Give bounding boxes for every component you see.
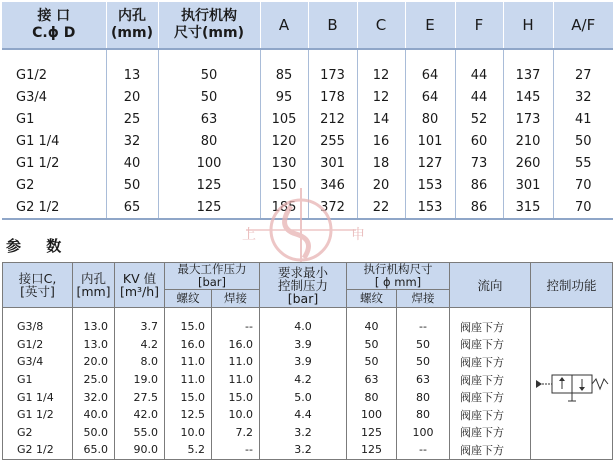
parameter-cell: -- [397, 308, 450, 336]
dimension-cell: 178 [308, 86, 357, 108]
param-header-bore-line1: 内孔 [80, 271, 106, 286]
param-header-flow: 流向 [450, 263, 531, 308]
param-header-kv-line1: KV 值 [122, 271, 157, 286]
dimension-row [2, 130, 613, 152]
header-port-line2: C.ϕ D [32, 25, 76, 41]
parameter-cell: 12.5 [165, 406, 212, 424]
header-af: A/F [553, 2, 613, 49]
parameter-cell: 16.0 [212, 336, 260, 354]
dimension-cell: 80 [405, 108, 455, 130]
parameter-cell: 20.0 [73, 353, 115, 371]
dimension-row [2, 86, 613, 108]
parameter-table [2, 262, 613, 460]
watermark-right-char: 申 [351, 227, 365, 243]
parameter-cell: 4.2 [260, 371, 347, 389]
dimension-cell: 63 [158, 108, 260, 130]
header-actuator [158, 2, 260, 49]
dimension-cell: 260 [503, 152, 553, 174]
header-bore-line2: (mm) [111, 25, 153, 41]
header-h: H [503, 2, 553, 49]
parameter-cell: 4.2 [115, 336, 165, 354]
parameter-flow-cell: 阀座下方 [450, 388, 531, 406]
parameter-cell: 16.0 [165, 336, 212, 354]
dimension-cell: 85 [260, 49, 308, 86]
parameter-row [3, 336, 613, 354]
parameter-cell: 80 [397, 406, 450, 424]
header-actuator-line2: 尺寸(mm) [174, 25, 244, 41]
dimension-cell: 16 [357, 130, 405, 152]
param-header-min-control [260, 263, 347, 308]
dimension-cell: 64 [405, 86, 455, 108]
header-port-line1: 接 口 [37, 8, 71, 24]
dimension-cell: 52 [455, 108, 503, 130]
dimension-port-cell: G1/2 [2, 49, 106, 86]
param-header-max-pressure [165, 263, 260, 290]
parameter-cell: -- [212, 441, 260, 459]
dimension-cell: 20 [357, 174, 405, 196]
dimension-cell: 18 [357, 152, 405, 174]
dimension-cell: 130 [260, 152, 308, 174]
param-header-actuator [347, 263, 450, 290]
parameter-cell: 80 [347, 388, 397, 406]
dimension-cell: 101 [405, 130, 455, 152]
parameter-flow-cell: 阀座下方 [450, 424, 531, 442]
param-header-act-weld: 焊接 [397, 290, 450, 308]
dimension-cell: 301 [503, 174, 553, 196]
parameter-cell: 11.0 [212, 353, 260, 371]
dimension-port-cell: G2 1/2 [2, 196, 106, 219]
parameter-cell: 50 [397, 336, 450, 354]
dimension-cell: 86 [455, 174, 503, 196]
dimension-cell: 120 [260, 130, 308, 152]
parameter-cell: -- [397, 441, 450, 459]
header-actuator-line1: 执行机构 [181, 8, 237, 24]
param-header-bore [73, 263, 115, 308]
param-header-port-line1: 接口C, [18, 271, 57, 286]
dimension-port-cell: G1 1/2 [2, 152, 106, 174]
dimension-cell: 346 [308, 174, 357, 196]
dimension-cell: 153 [405, 196, 455, 219]
parameter-port-cell: G2 [3, 424, 73, 442]
header-bore [106, 2, 158, 49]
dimension-cell: 50 [158, 86, 260, 108]
parameter-port-cell: G1 [3, 371, 73, 389]
param-header-min-control-line1: 要求最小 [277, 264, 328, 280]
param-header-port [3, 263, 73, 308]
parameter-cell: 3.9 [260, 336, 347, 354]
header-port [2, 2, 106, 49]
parameter-row [3, 353, 613, 371]
parameter-port-cell: G1 1/4 [3, 388, 73, 406]
header-b: B [308, 2, 357, 49]
parameter-cell: 40.0 [73, 406, 115, 424]
dimension-port-cell: G2 [2, 174, 106, 196]
parameter-cell: 50 [347, 353, 397, 371]
dimension-cell: 372 [308, 196, 357, 219]
param-header-actuator-line2: [ ϕ mm] [374, 275, 422, 289]
param-header-thread: 螺纹 [165, 290, 212, 308]
parameter-flow-cell: 阀座下方 [450, 371, 531, 389]
dimension-cell: 32 [106, 130, 158, 152]
dimension-cell: 40 [106, 152, 158, 174]
parameter-cell: 27.5 [115, 388, 165, 406]
dimension-cell: 12 [357, 86, 405, 108]
dimension-cell: 210 [503, 130, 553, 152]
dimension-cell: 27 [574, 67, 592, 83]
parameter-cell: 125 [347, 441, 397, 459]
dimension-cell: 55 [574, 155, 592, 171]
parameter-flow-cell: 阀座下方 [450, 336, 531, 354]
header-bore-line1: 内孔 [118, 8, 146, 24]
dimension-cell: 50 [106, 174, 158, 196]
dimension-cell: 41 [574, 111, 592, 127]
parameter-cell: 55.0 [115, 424, 165, 442]
parameter-port-cell: G2 1/2 [3, 441, 73, 459]
dimension-row [2, 49, 613, 86]
dimension-cell: 137 [503, 49, 553, 86]
dimension-port-cell: G1 [2, 108, 106, 130]
dimension-table [2, 2, 613, 220]
parameter-cell: 3.2 [260, 424, 347, 442]
dimension-cell: 301 [308, 152, 357, 174]
dimension-cell: 64 [405, 49, 455, 86]
parameter-flow-cell: 阀座下方 [450, 308, 531, 336]
dimension-cell: 150 [260, 174, 308, 196]
dimension-cell: 100 [158, 152, 260, 174]
parameter-cell: 15.0 [165, 308, 212, 336]
parameter-cell: 8.0 [115, 353, 165, 371]
dimension-cell: 13 [106, 49, 158, 86]
parameter-row [3, 441, 613, 459]
param-header-min-control-line2: 控制压力 [277, 277, 328, 293]
dimension-row [2, 152, 613, 174]
parameter-cell: 5.0 [260, 388, 347, 406]
dimension-header-row [2, 2, 613, 49]
dimension-row [2, 174, 613, 196]
parameter-cell: 11.0 [165, 371, 212, 389]
param-header-kv-line2: [m³/h] [119, 284, 160, 299]
dimension-cell: 315 [503, 196, 553, 219]
parameter-cell: 125 [347, 424, 397, 442]
parameter-cell: 50.0 [73, 424, 115, 442]
parameter-flow-cell: 阀座下方 [450, 406, 531, 424]
parameter-cell: 42.0 [115, 406, 165, 424]
parameter-flow-cell: 阀座下方 [450, 353, 531, 371]
param-header-port-line2: [英寸] [20, 284, 55, 299]
dimension-cell: 44 [455, 86, 503, 108]
parameter-cell: 3.7 [115, 308, 165, 336]
dimension-table-body [2, 49, 613, 219]
dimension-cell: 14 [357, 108, 405, 130]
parameter-cell: 50 [347, 336, 397, 354]
parameter-cell: 3.2 [260, 441, 347, 459]
parameter-cell: 32.0 [73, 388, 115, 406]
dimension-cell: 153 [405, 174, 455, 196]
parameter-row [3, 308, 613, 336]
parameter-cell: 13.0 [73, 336, 115, 354]
dimension-cell: 173 [503, 108, 553, 130]
dimension-cell: 105 [260, 108, 308, 130]
parameter-cell: 40 [347, 308, 397, 336]
dimension-cell: 173 [308, 49, 357, 86]
parameter-table-body [3, 308, 613, 460]
param-header-actuator-line1: 执行机构尺寸 [363, 262, 433, 276]
parameter-cell: 90.0 [115, 441, 165, 459]
valve-symbol-icon [534, 367, 610, 407]
parameter-cell: 15.0 [212, 388, 260, 406]
dimension-cell: 185 [260, 196, 308, 219]
parameter-cell: 4.4 [260, 406, 347, 424]
dimension-cell: 127 [405, 152, 455, 174]
parameter-port-cell: G3/4 [3, 353, 73, 371]
parameter-row [3, 424, 613, 442]
dimension-cell: 125 [158, 174, 260, 196]
dimension-row [2, 196, 613, 219]
param-header-row-1 [3, 263, 613, 290]
dimension-cell: 212 [308, 108, 357, 130]
parameter-cell: 10.0 [212, 406, 260, 424]
parameter-cell: 7.2 [212, 424, 260, 442]
dimension-row [2, 108, 613, 130]
parameter-cell: 63 [347, 371, 397, 389]
parameter-cell: 15.0 [165, 388, 212, 406]
param-header-kv [115, 263, 165, 308]
dimension-cell: 20 [106, 86, 158, 108]
dimension-cell: 125 [158, 196, 260, 219]
dimension-port-cell: G1 1/4 [2, 130, 106, 152]
parameter-flow-cell: 阀座下方 [450, 441, 531, 459]
parameter-cell: 11.0 [165, 353, 212, 371]
parameter-cell: -- [212, 308, 260, 336]
parameter-row [3, 371, 613, 389]
dimension-cell: 70 [574, 177, 592, 193]
parameter-cell: 65.0 [73, 441, 115, 459]
dimension-cell: 95 [260, 86, 308, 108]
parameter-cell: 13.0 [73, 308, 115, 336]
parameter-cell: 63 [397, 371, 450, 389]
dimension-cell: 70 [574, 199, 592, 215]
dimension-cell: 44 [455, 49, 503, 86]
parameter-row [3, 388, 613, 406]
header-f: F [455, 2, 503, 49]
dimension-cell: 32 [574, 89, 592, 105]
dimension-cell: 255 [308, 130, 357, 152]
parameter-cell: 5.2 [165, 441, 212, 459]
header-a: A [260, 2, 308, 49]
dimension-cell: 73 [455, 152, 503, 174]
parameter-cell: 11.0 [212, 371, 260, 389]
dimension-cell: 86 [455, 196, 503, 219]
parameter-cell: 100 [347, 406, 397, 424]
dimension-cell: 145 [503, 86, 553, 108]
parameter-cell: 19.0 [115, 371, 165, 389]
parameter-row [3, 406, 613, 424]
control-function-cell [531, 308, 613, 460]
dimension-cell: 80 [158, 130, 260, 152]
dimension-cell: 65 [106, 196, 158, 219]
parameter-cell: 4.0 [260, 308, 347, 336]
section-title-params: 参 数 [6, 237, 72, 255]
parameter-cell: 10.0 [165, 424, 212, 442]
header-c: C [357, 2, 405, 49]
parameter-port-cell: G1 1/2 [3, 406, 73, 424]
dimension-cell: 22 [357, 196, 405, 219]
dimension-cell: 25 [106, 108, 158, 130]
dimension-cell: 50 [574, 133, 592, 149]
dimension-cell: 60 [455, 130, 503, 152]
dimension-cell: 12 [357, 49, 405, 86]
header-e: E [405, 2, 455, 49]
param-header-act-thread: 螺纹 [347, 290, 397, 308]
dimension-port-cell: G3/4 [2, 86, 106, 108]
parameter-cell: 100 [397, 424, 450, 442]
param-header-min-control-line3: [bar] [287, 290, 319, 306]
parameter-cell: 25.0 [73, 371, 115, 389]
param-header-function: 控制功能 [531, 263, 613, 308]
param-header-max-pressure-line2: [bar] [197, 275, 227, 289]
parameter-cell: 80 [397, 388, 450, 406]
dimension-cell: 50 [158, 49, 260, 86]
parameter-port-cell: G3/8 [3, 308, 73, 336]
parameter-cell: 3.9 [260, 353, 347, 371]
parameter-cell: 50 [397, 353, 450, 371]
param-header-max-pressure-line1: 最大工作压力 [177, 262, 247, 276]
param-header-bore-line2: [mm] [76, 284, 111, 299]
param-header-weld: 焊接 [212, 290, 260, 308]
parameter-port-cell: G1/2 [3, 336, 73, 354]
watermark-left-char: 上 [242, 227, 256, 243]
